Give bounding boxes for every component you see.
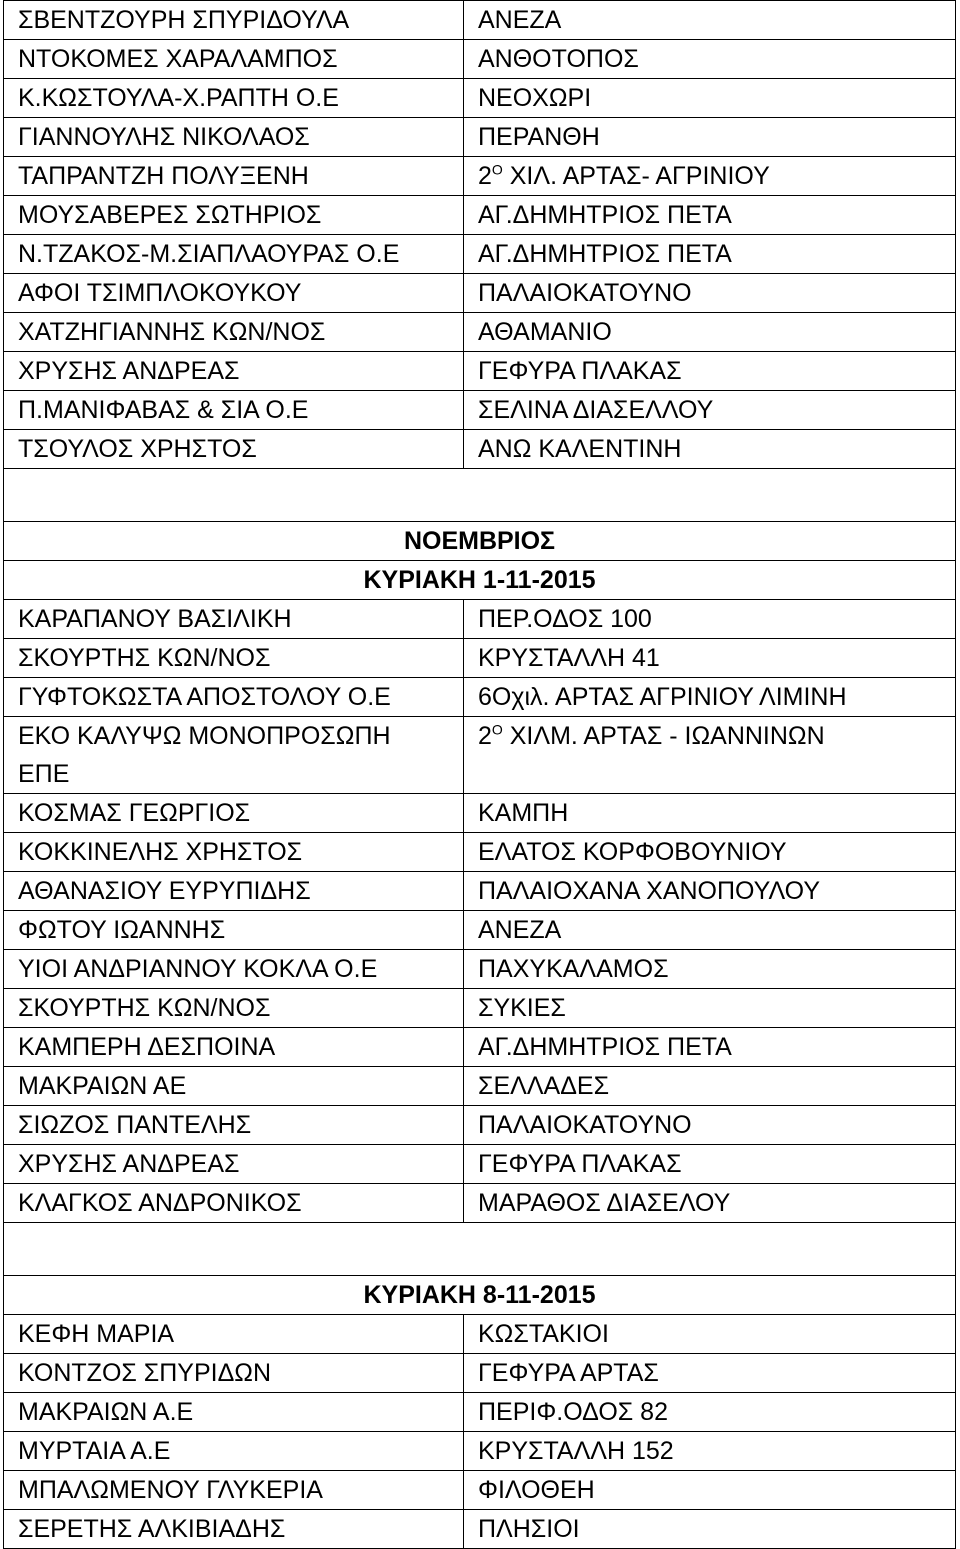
date-heading: ΚΥΡΙΑΚΗ 8-11-2015 [4,1276,956,1315]
location-text: ΚΩΣΤΑΚΙΟΙ [478,1320,609,1348]
name-cell [4,40,464,79]
table-row [4,911,956,950]
location-text: ΦΙΛΟΘΕΗ [478,1476,595,1504]
location-text: ΑΝΕΖΑ [478,6,562,34]
name-cell [4,79,464,118]
location-cell [464,833,956,872]
name-cell [4,1106,464,1145]
name-cell [4,872,464,911]
location-cell [464,430,956,469]
location-number: 2 [478,162,492,190]
location-cell [464,118,956,157]
spacer-cell [4,1223,956,1276]
location-cell [464,911,956,950]
table-row [4,639,956,678]
location-cell [464,717,956,794]
location-text: ΣΕΛΙΝΑ ΔΙΑΣΕΛΛΟΥ [478,396,714,424]
table-row [4,1,956,40]
location-text: ΣΥΚΙΕΣ [478,994,566,1022]
name-text: ΚΛΑΓΚΟΣ ΑΝΔΡΟΝΙΚΟΣ [18,1189,302,1217]
location-text: ΚΡΥΣΤΑΛΛΗ 41 [478,644,660,672]
location-superscript: Ο [491,721,503,738]
name-text: ΣΕΡΕΤΗΣ ΑΛΚΙΒΙΑΔΗΣ [18,1515,286,1543]
name-text: ΚΟΝΤΖΟΣ ΣΠΥΡΙΔΩΝ [18,1359,272,1387]
name-text: ΣΚΟΥΡΤΗΣ ΚΩΝ/ΝΟΣ [18,644,271,672]
name-cell [4,794,464,833]
location-cell [464,1,956,40]
location-cell [464,950,956,989]
location-cell [464,794,956,833]
location-cell [464,1510,956,1549]
name-cell [4,1471,464,1510]
location-text: ΝΕΟΧΩΡΙ [478,84,592,112]
location-text: ΠΑΛΑΙΟΧΑΝΑ ΧΑΝΟΠΟΥΛΟΥ [478,877,820,905]
location-cell [464,157,956,196]
location-cell [464,391,956,430]
table-row [4,352,956,391]
location-cell [464,1145,956,1184]
name-text: ΣΚΟΥΡΤΗΣ ΚΩΝ/ΝΟΣ [18,994,271,1022]
table-row [4,79,956,118]
location-text: ΑΓ.ΔΗΜΗΤΡΙΟΣ ΠΕΤΑ [478,201,732,229]
location-text: ΚΡΥΣΤΑΛΛΗ 152 [478,1437,674,1465]
table-row [4,678,956,717]
month-heading: ΝΟΕΜΒΡΙΟΣ [4,522,956,561]
name-cell [4,352,464,391]
table-row [4,717,956,794]
location-superscript: Ο [491,161,503,178]
name-text: ΝΤΟΚΟΜΕΣ ΧΑΡΑΛΑΜΠΟΣ [18,45,338,73]
name-cell [4,430,464,469]
location-cell [464,678,956,717]
name-text: ΜΑΚΡΑΙΩΝ ΑΕ [18,1072,187,1100]
name-cell [4,118,464,157]
location-cell [464,1354,956,1393]
name-text: ΤΣΟΥΛΟΣ ΧΡΗΣΤΟΣ [18,435,257,463]
name-cell [4,196,464,235]
location-text: ΕΛΑΤΟΣ ΚΟΡΦΟΒΟΥΝΙΟΥ [478,838,787,866]
table-row [4,196,956,235]
spacer-cell [4,469,956,522]
name-text: ΚΟΚΚΙΝΕΛΗΣ ΧΡΗΣΤΟΣ [18,838,303,866]
location-cell [464,872,956,911]
name-text: ΤΑΠΡΑΝΤΖΗ ΠΟΛΥΞΕΝΗ [18,162,309,190]
table-row [4,1315,956,1354]
name-cell [4,235,464,274]
table-row [4,1510,956,1549]
location-text: ΑΘΑΜΑΝΙΟ [478,318,612,346]
location-text: ΑΓ.ΔΗΜΗΤΡΙΟΣ ΠΕΤΑ [478,240,732,268]
table-row [4,1471,956,1510]
name-text: Π.ΜΑΝΙΦΑΒΑΣ & ΣΙΑ Ο.Ε [18,396,309,424]
location-text: ΑΝΩ ΚΑΛΕΝΤΙΝΗ [478,435,682,463]
name-text: Ν.ΤΖΑΚΟΣ-Μ.ΣΙΑΠΛΑΟΥΡΑΣ Ο.Ε [18,240,400,268]
name-text: ΣΙΩΖΟΣ ΠΑΝΤΕΛΗΣ [18,1111,252,1139]
location-text: ΑΓ.ΔΗΜΗΤΡΙΟΣ ΠΕΤΑ [478,1033,732,1061]
date-heading-row [4,1276,956,1315]
location-cell [464,40,956,79]
name-text: ΑΦΟΙ ΤΣΙΜΠΛΟΚΟΥΚΟΥ [18,279,302,307]
name-text: ΓΥΦΤΟΚΩΣΤΑ ΑΠΟΣΤΟΛΟΥ Ο.Ε [18,683,391,711]
table-row [4,1393,956,1432]
name-text: ΜΥΡΤΑΙΑ Α.Ε [18,1437,171,1465]
name-cell [4,833,464,872]
name-cell [4,313,464,352]
name-cell [4,274,464,313]
location-text: ΠΑΛΑΙΟΚΑΤΟΥΝΟ [478,279,692,307]
location-text: ΚΑΜΠΗ [478,799,569,827]
name-text-line2: ΕΠΕ [18,760,70,788]
location-cell [464,79,956,118]
location-cell [464,1471,956,1510]
table-row [4,313,956,352]
name-cell [4,639,464,678]
name-cell [4,1028,464,1067]
table-row [4,1067,956,1106]
table-row [4,600,956,639]
name-text: ΚΑΡΑΠΑΝΟΥ ΒΑΣΙΛΙΚΗ [18,605,292,633]
table-row [4,1184,956,1223]
spacer-row [4,469,956,522]
location-text: ΠΕΡΑΝΘΗ [478,123,600,151]
table-row [4,430,956,469]
name-text: ΣΒΕΝΤΖΟΥΡΗ ΣΠΥΡΙΔΟΥΛΑ [18,6,350,34]
name-text: ΚΟΣΜΑΣ ΓΕΩΡΓΙΟΣ [18,799,251,827]
location-cell [464,1393,956,1432]
location-cell [464,989,956,1028]
name-cell [4,678,464,717]
name-cell [4,1145,464,1184]
location-text: ΓΕΦΥΡΑ ΠΛΑΚΑΣ [478,1150,682,1178]
name-text: ΑΘΑΝΑΣΙΟΥ ΕΥΡΥΠΙΔΗΣ [18,877,311,905]
location-text: ΠΑΛΑΙΟΚΑΤΟΥΝΟ [478,1111,692,1139]
date-heading: ΚΥΡΙΑΚΗ 1-11-2015 [4,561,956,600]
table-row [4,950,956,989]
name-cell [4,600,464,639]
date-heading-row [4,561,956,600]
table-row [4,274,956,313]
location-cell [464,1028,956,1067]
name-cell [4,911,464,950]
location-cell [464,274,956,313]
table-row [4,1028,956,1067]
name-text: ΚΕΦΗ ΜΑΡΙΑ [18,1320,175,1348]
location-text: ΓΕΦΥΡΑ ΠΛΑΚΑΣ [478,357,682,385]
table-row [4,1106,956,1145]
location-text: ΠΑΧΥΚΑΛΑΜΟΣ [478,955,669,983]
name-text: ΧΑΤΖΗΓΙΑΝΝΗΣ ΚΩΝ/ΝΟΣ [18,318,326,346]
table-row [4,157,956,196]
location-cell [464,1184,956,1223]
name-text: ΧΡΥΣΗΣ ΑΝΔΡΕΑΣ [18,357,240,385]
name-text: ΓΙΑΝΝΟΥΛΗΣ ΝΙΚΟΛΑΟΣ [18,123,310,151]
schedule-table-body [4,1,956,1549]
name-cell [4,1315,464,1354]
name-text: ΜΑΚΡΑΙΩΝ Α.Ε [18,1398,194,1426]
location-cell [464,313,956,352]
month-heading-row [4,522,956,561]
location-cell [464,1067,956,1106]
location-text: ΠΛΗΣΙΟΙ [478,1515,580,1543]
name-cell [4,717,464,794]
name-cell [4,1393,464,1432]
table-row [4,40,956,79]
name-cell [4,1,464,40]
table-row [4,1432,956,1471]
pharmacy-schedule-table [3,0,956,1549]
location-text: ΧΙΛΜ. ΑΡΤΑΣ - ΙΩΑΝΝΙΝΩΝ [509,722,825,750]
name-text: Κ.ΚΩΣΤΟΥΛΑ-Χ.ΡΑΠΤΗ Ο.Ε [18,84,339,112]
name-text: ΥΙΟΙ ΑΝΔΡΙΑΝΝΟΥ ΚΟΚΛΑ Ο.Ε [18,955,378,983]
spacer-row [4,1223,956,1276]
table-row [4,1145,956,1184]
location-text: 6Οχιλ. ΑΡΤΑΣ ΑΓΡΙΝΙΟΥ ΛΙΜΙΝΗ [478,683,847,711]
table-row [4,872,956,911]
location-text: ΜΑΡΑΘΟΣ ΔΙΑΣΕΛΟΥ [478,1189,731,1217]
location-cell [464,639,956,678]
table-row [4,118,956,157]
location-number: 2 [478,722,492,750]
name-cell [4,1510,464,1549]
name-cell [4,1354,464,1393]
name-cell [4,989,464,1028]
location-text: ΑΝΕΖΑ [478,916,562,944]
table-row [4,989,956,1028]
location-text: ΑΝΘΟΤΟΠΟΣ [478,45,639,73]
name-text: ΜΠΑΛΩΜΕΝΟΥ ΓΛΥΚΕΡΙΑ [18,1476,323,1504]
location-cell [464,1315,956,1354]
table-row [4,794,956,833]
name-text: ΚΑΜΠΕΡΗ ΔΕΣΠΟΙΝΑ [18,1033,276,1061]
name-cell [4,950,464,989]
location-text: ΠΕΡ.ΟΔΟΣ 100 [478,605,652,633]
location-text: ΠΕΡΙΦ.ΟΔΟΣ 82 [478,1398,668,1426]
location-cell [464,235,956,274]
name-text: ΦΩΤΟΥ ΙΩΑΝΝΗΣ [18,916,226,944]
table-row [4,235,956,274]
name-text: ΧΡΥΣΗΣ ΑΝΔΡΕΑΣ [18,1150,240,1178]
location-cell [464,196,956,235]
location-cell [464,600,956,639]
table-row [4,1354,956,1393]
location-cell [464,1432,956,1471]
name-cell [4,1432,464,1471]
location-text: ΣΕΛΛΑΔΕΣ [478,1072,610,1100]
name-text: ΜΟΥΣΑΒΕΡΕΣ ΣΩΤΗΡΙΟΣ [18,201,322,229]
name-cell [4,1184,464,1223]
name-cell [4,1067,464,1106]
location-text: ΧΙΛ. ΑΡΤΑΣ- ΑΓΡΙΝΙΟΥ [509,162,770,190]
table-row [4,391,956,430]
name-cell [4,391,464,430]
name-text: ΕΚΟ ΚΑΛΥΨΩ ΜΟΝΟΠΡΟΣΩΠΗ [18,722,391,750]
table-row [4,833,956,872]
location-text: ΓΕΦΥΡΑ ΑΡΤΑΣ [478,1359,659,1387]
name-cell [4,157,464,196]
location-cell [464,1106,956,1145]
location-cell [464,352,956,391]
